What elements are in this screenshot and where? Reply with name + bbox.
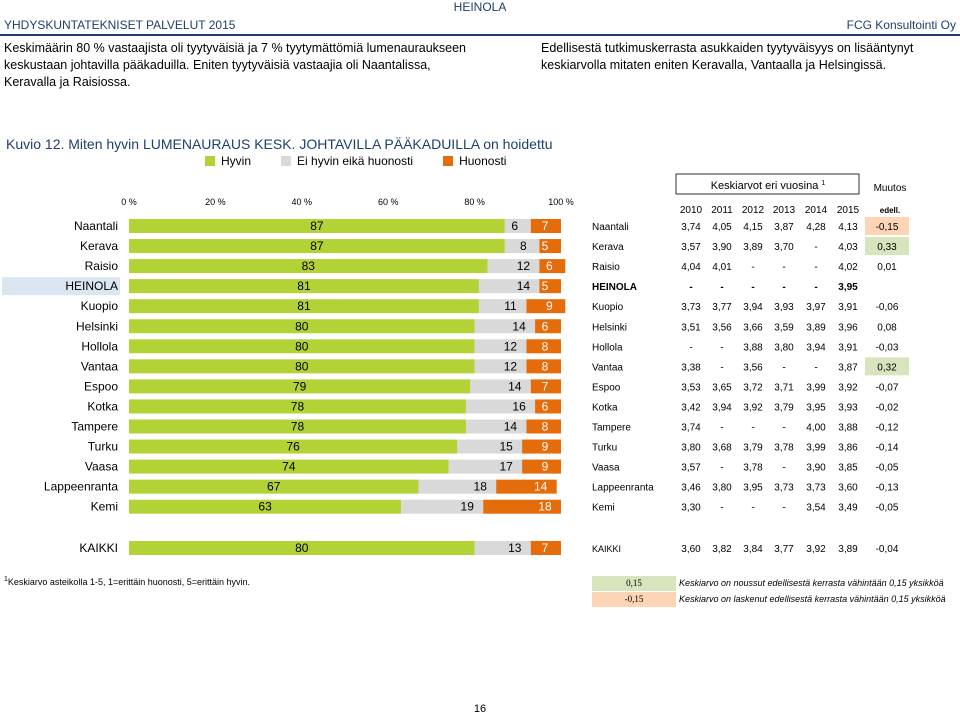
table-cell: 3,99 — [806, 382, 826, 394]
footnote — [4, 576, 250, 587]
summary-right: Edellisestä tutkimuskerrasta asukkaiden tyytyväisyys on lisääntynyt keskiarvolla mitaten eniten Keravalla, Vantaalla ja Helsingissä. — [541, 41, 914, 72]
table-layer — [592, 205, 909, 555]
table-cell: 3,46 — [681, 482, 701, 494]
table-row-label: Naantali — [592, 222, 629, 233]
table-cell: 3,54 — [806, 502, 826, 514]
table-cell: 3,77 — [712, 302, 732, 314]
table-cell: 4,13 — [838, 222, 858, 233]
category-label: Turku — [87, 439, 118, 454]
summary-left: Keskimäärin 80 % vastaajista oli tyytyväisiä ja 7 % tyytymättömiä lumenauraukseen keskustaan johtavilla pääkaduilla. Eniten tyytyväisiä vastaajia oli Naantalissa, Keravalla ja Raisiossa. — [4, 41, 467, 89]
data-label: 7 — [541, 219, 549, 233]
report-left-title: YHDYSKUNTATEKNISET PALVELUT 2015 — [4, 18, 236, 32]
table-cell: - — [814, 242, 818, 254]
category-label: Vantaa — [80, 359, 118, 374]
figure-title: Kuvio 12. Miten hyvin LUMENAURAUS KESK. JOHTAVILLA PÄÄKADUILLA on hoidettu — [6, 136, 553, 152]
table-cell: 3,49 — [838, 502, 858, 514]
table-cell: - — [751, 282, 755, 294]
table-row-label: Vantaa — [592, 362, 623, 374]
x-tick-label: 80 % — [464, 197, 485, 207]
data-label: 14 — [512, 319, 526, 334]
table-cell: 3,88 — [838, 422, 858, 434]
table-cell: - — [720, 462, 724, 474]
category-label: Kuopio — [80, 299, 118, 314]
table-change-cell: -0,13 — [875, 482, 899, 494]
table-cell: 3,79 — [774, 402, 794, 414]
year-header: 2014 — [804, 205, 828, 216]
table-cell: 3,87 — [838, 362, 858, 374]
data-label: 7 — [541, 541, 549, 555]
category-label: Naantali — [73, 219, 118, 233]
data-label: 13 — [508, 541, 522, 555]
table-cell: - — [720, 342, 724, 354]
x-tick-label: 40 % — [291, 197, 313, 207]
category-label: KAIKKI — [79, 541, 118, 555]
x-tick-label: 60 % — [377, 197, 399, 207]
data-label: 8 — [520, 239, 527, 254]
data-label: 63 — [258, 499, 272, 514]
table-cell: 3,88 — [743, 342, 763, 354]
bar-segment — [475, 339, 527, 353]
table-cell: 3,94 — [743, 302, 763, 314]
table-change-cell: -0,14 — [875, 442, 899, 454]
table-cell: 3,89 — [838, 544, 858, 555]
note-decrease-box: -0,15 — [592, 592, 676, 607]
table-row-label: Kemi — [592, 502, 615, 514]
legend-label-bad: Huonosti — [459, 154, 507, 168]
table-cell: - — [782, 422, 786, 434]
table-cell: - — [689, 342, 693, 354]
bar-segment — [479, 299, 527, 313]
table-row-label: Kotka — [592, 402, 618, 414]
table-cell: 4,00 — [806, 422, 826, 434]
table-cell: - — [782, 502, 786, 514]
data-label: 14 — [534, 479, 548, 494]
table-cell: 3,97 — [806, 302, 826, 314]
table-row-label: Kuopio — [592, 302, 624, 314]
data-label: 81 — [297, 299, 311, 314]
bar-segment — [479, 279, 539, 293]
table-cell: - — [751, 502, 755, 514]
table-row-label: Tampere — [592, 422, 631, 434]
data-label: 6 — [511, 219, 519, 233]
data-label: 80 — [295, 319, 309, 334]
data-label: 5 — [541, 279, 549, 294]
table-cell: 3,73 — [681, 302, 701, 314]
category-label: Kerava — [79, 239, 118, 254]
table-cell: 3,80 — [681, 442, 701, 454]
table-cell: 3,30 — [681, 502, 701, 514]
table-cell: 3,93 — [838, 402, 858, 414]
table-row-label: Lappeenranta — [592, 482, 654, 494]
data-label: 7 — [541, 379, 549, 394]
table-cell: - — [720, 422, 724, 434]
table-row-label: Helsinki — [592, 322, 628, 334]
table-change-cell: -0,15 — [875, 222, 899, 233]
table-row-label: Espoo — [592, 382, 621, 394]
table-cell: 3,93 — [774, 302, 794, 314]
note-decrease-text: Keskiarvo on laskenut edellisestä kerrasta vähintään 0,15 yksikköä — [679, 594, 946, 604]
table-cell: 4,03 — [838, 242, 858, 254]
x-tick-label: 100 % — [548, 197, 574, 207]
table-cell: 3,57 — [681, 242, 701, 254]
note-increase-box: 0,15 — [592, 576, 676, 591]
table-change-cell: 0,01 — [877, 262, 897, 274]
table-cell: 3,92 — [806, 544, 826, 555]
table-cell: 3,51 — [681, 322, 701, 334]
table-cell: 3,91 — [838, 302, 858, 314]
table-cell: 3,78 — [774, 442, 794, 454]
table-header-title: Keskiarvot eri vuosina $^1$ — [710, 180, 826, 192]
table-cell: 4,01 — [712, 262, 732, 274]
year-header: 2012 — [741, 205, 765, 216]
table-cell: 3,38 — [681, 362, 701, 374]
year-header: 2013 — [772, 205, 796, 216]
data-label: 8 — [541, 359, 549, 374]
bar-segment — [496, 480, 556, 494]
table-cell: 3,95 — [806, 402, 826, 414]
chart-layer — [2, 197, 574, 555]
table-cell: 3,70 — [774, 242, 794, 254]
table-cell: 3,92 — [838, 382, 858, 394]
x-tick-label: 20 % — [205, 197, 226, 207]
table-cell: 3,91 — [838, 342, 858, 354]
category-label: Lappeenranta — [43, 479, 118, 494]
table-cell: 3,85 — [838, 462, 858, 474]
category-label: HEINOLA — [65, 279, 118, 294]
table-cell: 3,56 — [743, 362, 763, 374]
table-cell: 3,86 — [838, 442, 858, 454]
table-cell: 3,96 — [838, 322, 858, 334]
data-label: 9 — [541, 439, 549, 454]
data-label: 78 — [290, 399, 305, 414]
table-cell: - — [720, 502, 724, 514]
table-cell: 3,89 — [806, 322, 826, 334]
data-label: 17 — [499, 459, 513, 474]
table-row-label: Hollola — [592, 342, 623, 354]
table-cell: - — [720, 282, 724, 294]
table-change-cell: -0,12 — [875, 422, 899, 434]
data-label: 14 — [516, 279, 531, 294]
report-company: FCG Konsultointi Oy — [846, 18, 956, 32]
table-cell: 4,28 — [806, 222, 826, 233]
data-label: 14 — [503, 419, 518, 434]
data-label: 83 — [301, 259, 315, 274]
note-increase-text: Keskiarvo on noussut edellisestä kerrasta vähintään 0,15 yksikköä — [679, 578, 944, 588]
table-cell: 3,57 — [681, 462, 701, 474]
table-cell: 3,95 — [838, 282, 858, 294]
table-cell: 3,89 — [743, 242, 763, 254]
table-cell: 3,79 — [743, 442, 763, 454]
year-header: 2011 — [711, 205, 733, 216]
table-cell: 3,60 — [838, 482, 858, 494]
table-cell: - — [689, 282, 693, 294]
table-cell: - — [751, 422, 755, 434]
table-cell: 3,90 — [712, 242, 732, 254]
category-label: Espoo — [83, 379, 118, 394]
data-label: 15 — [499, 439, 513, 454]
table-row-label: HEINOLA — [592, 282, 637, 294]
report-center-title: HEINOLA — [453, 0, 507, 14]
data-label: 9 — [545, 299, 553, 314]
table-cell: 3,42 — [681, 402, 701, 414]
data-label: 87 — [310, 219, 324, 233]
table-cell: 3,94 — [712, 402, 732, 414]
table-change-sub: edell. — [879, 206, 901, 215]
category-label: Kemi — [90, 499, 118, 514]
table-cell: 3,78 — [743, 462, 763, 474]
data-label: 18 — [473, 479, 487, 494]
table-change-cell: 0,33 — [877, 242, 897, 254]
table-cell: 4,04 — [681, 262, 701, 274]
data-label: 80 — [295, 541, 309, 555]
table-change-cell: -0,02 — [875, 402, 899, 414]
category-label: Vaasa — [84, 459, 118, 474]
table-change-cell: -0,04 — [875, 544, 899, 555]
table-cell: - — [782, 282, 786, 294]
data-label: 9 — [541, 459, 549, 474]
table-cell: 3,95 — [743, 482, 763, 494]
data-label: 5 — [541, 239, 549, 254]
bar-segment — [475, 359, 527, 373]
data-label: 80 — [295, 359, 309, 374]
table-change-cell: 0,08 — [877, 322, 897, 334]
table-cell: - — [782, 362, 786, 374]
table-cell: 3,73 — [806, 482, 826, 494]
table-row-label: Raisio — [592, 262, 620, 274]
x-tick-label: 0 % — [121, 197, 137, 207]
legend-label-neutral: Ei hyvin eikä huonosti — [297, 154, 414, 168]
table-cell: - — [782, 262, 786, 274]
data-label: 87 — [310, 239, 324, 254]
table-cell: 3,71 — [774, 382, 794, 394]
legend-label-good: Hyvin — [221, 154, 252, 168]
page-number: 16 — [473, 703, 487, 714]
table-cell: 3,80 — [712, 482, 732, 494]
footnote-text: Keskiarvo asteikolla 1-5, 1=erittäin huonosti, 5=erittäin hyvin. — [7, 577, 251, 587]
bar-segment — [488, 259, 540, 273]
category-label: Kotka — [87, 399, 118, 414]
table-cell: 4,05 — [712, 222, 732, 233]
table-row-label: Turku — [592, 442, 618, 454]
category-label: Tampere — [71, 419, 118, 434]
data-label: 19 — [460, 499, 474, 514]
data-label: 78 — [290, 419, 305, 434]
data-label: 74 — [282, 459, 296, 474]
table-change-cell: -0,03 — [875, 342, 899, 354]
table-cell: - — [814, 362, 818, 374]
data-label: 11 — [504, 299, 517, 314]
data-label: 18 — [538, 499, 552, 514]
table-cell: 3,87 — [774, 222, 794, 233]
table-change-cell: -0,07 — [875, 382, 899, 394]
bar-segment — [470, 379, 530, 393]
data-label: 14 — [508, 379, 522, 394]
table-cell: 3,68 — [712, 442, 732, 454]
table-cell: 3,65 — [712, 382, 732, 394]
table-cell: - — [782, 462, 786, 474]
data-label: 12 — [503, 359, 518, 374]
table-change-cell: 0,32 — [877, 362, 897, 374]
data-label: 6 — [541, 319, 549, 334]
table-cell: 3,92 — [743, 402, 763, 414]
table-cell: - — [814, 282, 818, 294]
table-cell: 3,99 — [806, 442, 826, 454]
bar-segment — [466, 420, 526, 434]
table-change-cell: -0,06 — [875, 302, 899, 314]
table-cell: 3,73 — [774, 482, 794, 494]
footnote-sup: 1 — [4, 576, 8, 583]
table-change-header: Muutos — [873, 183, 907, 194]
data-label: 12 — [516, 259, 531, 274]
table-row-label: Kerava — [592, 242, 624, 254]
table-cell: 3,90 — [806, 462, 826, 474]
data-label: 12 — [503, 339, 518, 354]
data-label: 6 — [541, 399, 549, 414]
table-change-cell: -0,05 — [875, 502, 899, 514]
table-cell: 3,82 — [712, 544, 732, 555]
table-cell: - — [751, 262, 755, 274]
data-label: 80 — [295, 339, 309, 354]
table-cell: 3,60 — [681, 544, 701, 555]
table-cell: 3,80 — [774, 342, 794, 354]
table-cell: 4,02 — [838, 262, 858, 274]
data-label: 8 — [541, 419, 549, 434]
data-label: 67 — [267, 479, 281, 494]
table-cell: 3,74 — [681, 422, 701, 434]
year-header: 2015 — [836, 205, 860, 216]
bar-segment — [475, 541, 531, 555]
table-cell: 3,72 — [743, 382, 763, 394]
category-label: Helsinki — [75, 319, 118, 334]
table-change-cell: -0,05 — [875, 462, 899, 474]
table-cell: 3,56 — [712, 322, 732, 334]
table-cell: 3,66 — [743, 322, 763, 334]
year-header: 2010 — [679, 205, 703, 216]
table-cell: 4,15 — [743, 222, 763, 233]
table-row-label: Vaasa — [592, 462, 620, 474]
table-row-label: KAIKKI — [592, 544, 622, 554]
data-label: 79 — [292, 379, 307, 394]
data-label: 16 — [512, 399, 526, 414]
data-label: 76 — [286, 439, 300, 454]
category-label: Hollola — [81, 339, 118, 354]
table-cell: 3,94 — [806, 342, 826, 354]
data-label: 8 — [541, 339, 549, 354]
table-cell: 3,74 — [681, 222, 701, 233]
table-cell: - — [814, 262, 818, 274]
table-cell: 3,84 — [743, 544, 763, 555]
table-cell: 3,53 — [681, 382, 701, 394]
bar-segment — [475, 319, 535, 333]
table-cell: 3,77 — [774, 544, 794, 555]
data-label: 81 — [297, 279, 311, 294]
table-cell: - — [720, 362, 724, 374]
data-label: 6 — [545, 259, 553, 274]
category-label: Raisio — [84, 259, 118, 274]
table-cell: 3,59 — [774, 322, 794, 334]
